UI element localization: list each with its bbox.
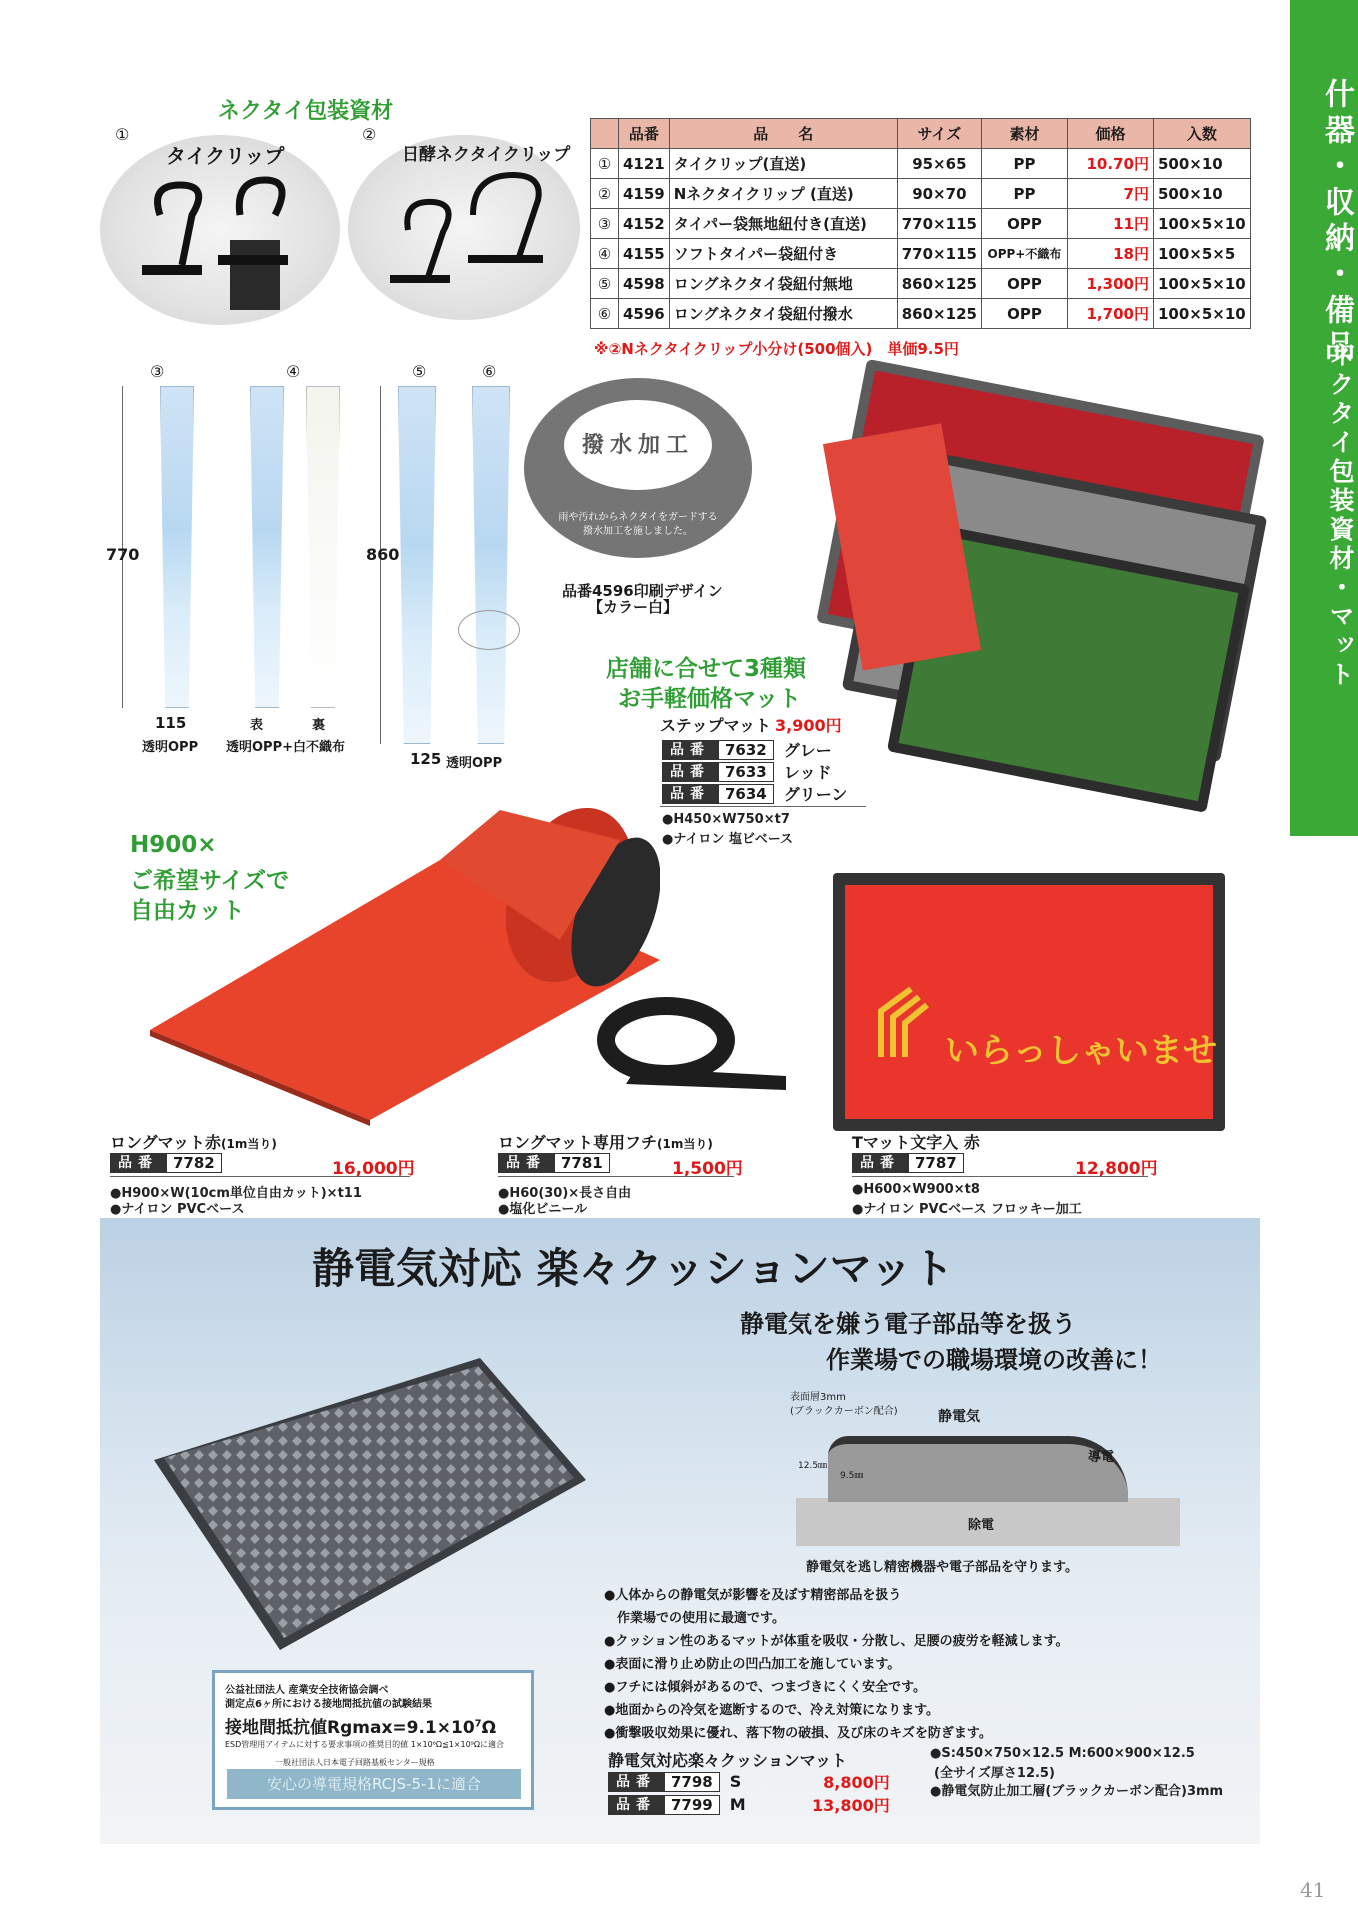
step-mat-promo2: お手軽価格マット: [618, 686, 802, 712]
row-price: 1,300円: [1067, 269, 1153, 299]
diagram-mat-layer: [828, 1436, 1128, 1502]
dim-125: 125: [410, 750, 442, 768]
t-mat-code-row: [852, 1153, 974, 1173]
cert-exponent: 7: [474, 1718, 482, 1730]
row-price: 18円: [1067, 239, 1153, 269]
photo1-label: タイクリップ: [166, 144, 285, 168]
bag4-back-label: 裏: [312, 718, 326, 733]
hin-label: 品番: [608, 1772, 664, 1792]
bag5-number: ⑤: [412, 362, 427, 381]
row-price: 7円: [1067, 179, 1153, 209]
product-code: 7799: [664, 1795, 720, 1815]
waterproof-badge: [524, 378, 752, 558]
side-category-label: 什器・収納・備品: [1319, 78, 1354, 366]
table-row: [591, 179, 1251, 209]
row-code: 4155: [619, 239, 670, 269]
feature-item: ●衝撃吸収効果に優れ、落下物の破損、及び床のキズを防ぎます。: [604, 1726, 992, 1741]
diagram-discharge-label: 除電: [968, 1518, 995, 1533]
long-mat-title: [110, 1130, 277, 1153]
dim-115: 115: [155, 714, 187, 732]
cert-line2: 測定点6ヶ所における接地間抵抗値の試験結果: [225, 1699, 432, 1710]
hin-label: 品番: [662, 740, 718, 760]
product-code: 7781: [554, 1153, 610, 1173]
diagram-top-label2: (ブラックカーボン配合): [790, 1406, 898, 1417]
row-size: 860×125: [897, 299, 981, 329]
diagram-height1: 12.5㎜: [798, 1461, 828, 1471]
cert-value-text: 接地間抵抗値Rgmax=9.1×10: [225, 1718, 475, 1738]
t-mat-image: [833, 873, 1225, 1131]
cert-line3: ESD管理用アイテムに対する要求事項の推奨目的値 1×10⁶Ω≦1×10⁹Ωに適合: [225, 1740, 505, 1749]
bag-6: [472, 386, 510, 744]
row-material: OPP: [981, 269, 1067, 299]
col-header: [591, 119, 619, 149]
feature-item: ●地面からの冷気を遮断するので、冷え対策になります。: [604, 1703, 940, 1718]
cushion-spec3: ●静電気防止加工層(ブラックカーボン配合)3mm: [930, 1784, 1224, 1799]
certificate-box: [212, 1670, 534, 1810]
static-diagram: [788, 1388, 1186, 1552]
cert-unit: Ω: [481, 1718, 497, 1738]
row-num: ③: [591, 209, 619, 239]
row-name: タイパー袋無地紐付き(直送): [669, 209, 897, 239]
long-mat-price: 16,000円: [332, 1159, 415, 1179]
step-mat-title: ステップマット: [660, 716, 772, 735]
feature-item: 作業場での使用に最適です。: [604, 1611, 785, 1626]
row-price: 1,700円: [1067, 299, 1153, 329]
cushion-spec2: (全サイズ厚さ12.5): [934, 1766, 1055, 1781]
welcome-logo-icon: [875, 981, 937, 1057]
row-num: ①: [591, 149, 619, 179]
hin-label: 品番: [662, 784, 718, 804]
tie-spec-table: [590, 118, 1251, 329]
cushion-banner-title: 静電気対応 楽々クッションマット: [312, 1244, 955, 1293]
step-mat-spec1: ●H450×W750×t7: [662, 812, 790, 827]
bag4-material: 透明OPP+白不織布: [226, 740, 345, 755]
long-mat-title-text: ロングマット赤: [110, 1133, 222, 1152]
row-qty: 500×10: [1153, 179, 1250, 209]
row-size: 95×65: [897, 149, 981, 179]
table-row: [591, 149, 1251, 179]
hin-label: 品番: [662, 762, 718, 782]
row-code: 4159: [619, 179, 670, 209]
row-qty: 500×10: [1153, 149, 1250, 179]
print-design-color: 【カラー白】: [588, 598, 679, 616]
edge-spec2: ●塩化ビニール: [498, 1202, 588, 1217]
side-category-tab: [1290, 0, 1358, 836]
hin-label: 品番: [608, 1795, 664, 1815]
hin-label: 品番: [498, 1153, 554, 1173]
row-name: Nネクタイクリップ (直送): [669, 179, 897, 209]
cert-line4: 一般社団法人日本電子回路基板センター規格: [275, 1758, 435, 1767]
row-qty: 100×5×10: [1153, 269, 1250, 299]
row-name: タイクリップ(直送): [669, 149, 897, 179]
long-mat-spec2: ●ナイロン PVCベース: [110, 1202, 245, 1217]
edge-spec1: ●H60(30)×長さ自由: [498, 1186, 632, 1201]
row-qty: 100×5×10: [1153, 209, 1250, 239]
divider: [498, 1176, 734, 1177]
row-material: OPP+不織布: [981, 239, 1067, 269]
variant-size: S: [729, 1772, 742, 1791]
product-code: 7787: [908, 1153, 964, 1173]
variant-price: 8,800円: [823, 1773, 890, 1792]
product-code: 7782: [166, 1153, 222, 1173]
row-price: 10.70円: [1067, 149, 1153, 179]
cushion-tagline1: 静電気を嫌う電子部品等を扱う: [740, 1310, 1076, 1338]
photo2-label: 日酵ネクタイクリップ: [402, 145, 571, 165]
row-name: ソフトタイパー袋紐付き: [669, 239, 897, 269]
bag-4-back: [306, 386, 340, 708]
photo1-number: ①: [115, 125, 130, 144]
col-header: 入数: [1153, 119, 1250, 149]
hin-label: 品番: [852, 1153, 908, 1173]
product-code: 7632: [718, 740, 774, 760]
t-mat-spec2: ●ナイロン PVCベース フロッキー加工: [852, 1202, 1082, 1217]
bag6-print-highlight: [458, 610, 520, 650]
cert-value: [225, 1713, 496, 1738]
waterproof-caption1: 雨や汚れからネクタイをガードする: [558, 512, 718, 523]
table-row: [591, 209, 1251, 239]
table-header-row: [591, 119, 1251, 149]
diagram-top-label: 表面層3mm: [790, 1392, 846, 1403]
row-material: OPP: [981, 299, 1067, 329]
row-material: PP: [981, 149, 1067, 179]
t-mat-text: いらっしゃいませ: [945, 1031, 1217, 1071]
print-design-label: 品番4596印刷デザイン: [562, 582, 723, 600]
edge-title-text: ロングマット専用フチ: [498, 1133, 658, 1152]
variant-color: レッド: [783, 763, 832, 782]
long-mat-promo3: 自由カット: [130, 898, 245, 924]
product-code: 7634: [718, 784, 774, 804]
table-row: [591, 239, 1251, 269]
row-code: 4121: [619, 149, 670, 179]
bag6-number: ⑥: [482, 362, 497, 381]
table-note: ※②Nネクタイクリップ小分け(500個入) 単価9.5円: [594, 340, 959, 358]
cushion-spec1: ●S:450×750×12.5 M:600×900×12.5: [930, 1746, 1195, 1761]
row-size: 90×70: [897, 179, 981, 209]
bag-4-front: [250, 386, 284, 708]
waterproof-stamp: 撥水加工: [582, 433, 695, 458]
edge-price: 1,500円: [672, 1159, 743, 1179]
col-header: 品 名: [669, 119, 897, 149]
row-code: 4152: [619, 209, 670, 239]
edge-roll-image: [596, 990, 796, 1100]
table-row: [591, 269, 1251, 299]
cushion-features: [604, 1584, 1069, 1745]
table-row: [591, 299, 1251, 329]
edge-title: [498, 1130, 713, 1153]
step-mat-variant: [662, 760, 832, 783]
divider: [852, 1176, 1148, 1177]
long-mat-promo2: ご希望サイズで: [130, 868, 290, 894]
cushion-tagline2: 作業場での職場環境の改善に！: [826, 1346, 1162, 1374]
edge-code-row: [498, 1153, 620, 1173]
row-qty: 100×5×5: [1153, 239, 1250, 269]
diagram-static-label: 静電気: [938, 1409, 980, 1425]
t-mat-spec1: ●H600×W900×t8: [852, 1182, 980, 1197]
variant-color: グレー: [783, 741, 832, 760]
row-material: OPP: [981, 209, 1067, 239]
row-name: ロングネクタイ袋紐付撥水: [669, 299, 897, 329]
bag4-front-label: 表: [250, 718, 264, 733]
feature-item: ●人体からの静電気が影響を及ぼす精密部品を扱う: [604, 1588, 902, 1603]
cushion-title: 静電気対応楽々クッションマット: [608, 1751, 848, 1770]
variant-color: グリーン: [783, 785, 848, 804]
step-mat-variant: [662, 738, 832, 761]
row-num: ⑥: [591, 299, 619, 329]
variant-price: 13,800円: [812, 1796, 890, 1815]
t-mat-title: Tマット文字入 赤: [852, 1133, 980, 1152]
step-mat-price: 3,900円: [775, 716, 842, 735]
cert-line1: 公益社団法人 産業安全技術協会調べ: [225, 1685, 389, 1696]
row-name: ロングネクタイ袋紐付無地: [669, 269, 897, 299]
long-mat-code-row: [110, 1153, 232, 1173]
row-material: PP: [981, 179, 1067, 209]
edge-title-note: (1m当り): [657, 1137, 713, 1151]
row-num: ④: [591, 239, 619, 269]
step-mat-promo1: 店舗に合せて3種類: [606, 656, 807, 682]
long-mat-spec1: ●H900×W(10cm単位自由カット)×t11: [110, 1186, 362, 1201]
bag-5: [398, 386, 436, 744]
bag-3: [160, 386, 194, 708]
page-number: 41: [1300, 1878, 1326, 1902]
row-qty: 100×5×10: [1153, 299, 1250, 329]
row-size: 860×125: [897, 269, 981, 299]
col-header: 品番: [619, 119, 670, 149]
diagram-conduct-label: 導電: [1088, 1450, 1115, 1465]
row-price: 11円: [1067, 209, 1153, 239]
step-mat-variant: [662, 782, 847, 805]
row-size: 770×115: [897, 239, 981, 269]
feature-item: ●表面に滑り止め防止の凹凸加工を施しています。: [604, 1657, 901, 1672]
row-num: ⑤: [591, 269, 619, 299]
bag3-number: ③: [150, 362, 165, 381]
bag3-material: 透明OPP: [142, 740, 199, 755]
variant-size: M: [729, 1795, 746, 1814]
row-num: ②: [591, 179, 619, 209]
long-mat-roll-image: [140, 800, 660, 1130]
dim-770: 770: [106, 545, 140, 564]
col-header: 価格: [1067, 119, 1153, 149]
cert-badge: 安心の導電規格RCJS-5-1に適合: [227, 1769, 521, 1799]
diagram-caption: 静電気を逃し精密機器や電子部品を守ります。: [806, 1560, 1078, 1575]
photo2-number: ②: [362, 125, 377, 144]
tie-heading: ネクタイ包装資材: [218, 99, 394, 124]
dim-860: 860: [366, 545, 400, 564]
divider: [110, 1176, 410, 1177]
diagram-height2: 9.5㎜: [840, 1471, 864, 1481]
col-header: サイズ: [897, 119, 981, 149]
row-code: 4596: [619, 299, 670, 329]
cushion-variant: [608, 1770, 890, 1793]
cushion-variant: [608, 1793, 890, 1816]
col-header: 素材: [981, 119, 1067, 149]
dim-line-860: [380, 386, 381, 744]
row-size: 770×115: [897, 209, 981, 239]
long-mat-promo1: H900×: [130, 832, 217, 858]
hin-label: 品番: [110, 1153, 166, 1173]
t-mat-price: 12,800円: [1075, 1159, 1158, 1179]
product-code: 7798: [664, 1772, 720, 1792]
divider: [660, 806, 866, 807]
row-code: 4598: [619, 269, 670, 299]
bag4-number: ④: [286, 362, 301, 381]
waterproof-caption2: 撥水加工を施しました。: [583, 526, 693, 537]
step-mat-spec2: ●ナイロン 塩ビベース: [662, 832, 794, 847]
waterproof-stamp-area: [564, 400, 712, 490]
long-mat-title-note: (1m当り): [221, 1137, 277, 1151]
side-section-label: ネクタイ包装資材・マット: [1326, 342, 1355, 690]
cushion-mat-image: [150, 1350, 590, 1680]
feature-item: ●クッション性のあるマットが体重を吸収・分散し、足腰の疲労を軽減します。: [604, 1634, 1069, 1649]
bag5-6-material: 透明OPP: [446, 756, 503, 771]
product-code: 7633: [718, 762, 774, 782]
feature-item: ●フチには傾斜があるので、つまづきにくく安全です。: [604, 1680, 927, 1695]
